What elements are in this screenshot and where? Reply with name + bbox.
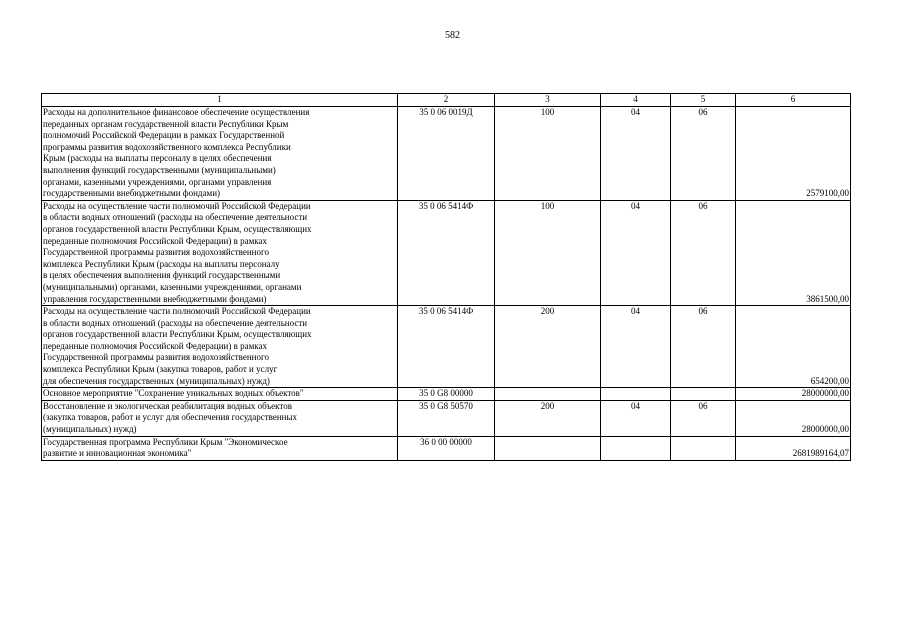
column-header: 2 [398, 94, 495, 107]
description-line: органами, казенными учреждениями, органами управления [43, 176, 272, 187]
budget-table-body [42, 94, 851, 461]
description-line: Государственной программы развития водохозяйственного [43, 247, 269, 258]
row-description [42, 200, 398, 305]
row-col4 [601, 388, 671, 401]
description-line: в целях обеспечения выполнения функций государственными [43, 270, 281, 281]
table-row [42, 436, 851, 460]
description-line: Крым (расходы на выплаты персоналу в целях обеспечения [43, 153, 272, 164]
row-col5 [671, 436, 736, 460]
description-line: (муниципальными) органами, казенными учреждениями, органами [43, 281, 302, 292]
table-row [42, 388, 851, 401]
description-line: Расходы на осуществление части полномочий Российской Федерации [43, 306, 311, 317]
row-description [42, 306, 398, 388]
description-line: в области водных отношений (расходы на обеспечение деятельности [43, 317, 308, 328]
description-line: переданные полномочия Российской Федерации) в рамках [43, 235, 267, 246]
description-line: государственными внебюджетными фондами) [43, 188, 221, 199]
row-col4 [601, 436, 671, 460]
table-header-row [42, 94, 851, 107]
row-description [42, 400, 398, 436]
row-col3: 200 [495, 306, 601, 388]
row-amount: 3861500,00 [736, 200, 851, 305]
description-line: выполнения функций государственными (муниципальными) [43, 164, 276, 175]
row-col3: 100 [495, 107, 601, 201]
table-row [42, 400, 851, 436]
description-line: в области водных отношений (расходы на обеспечение деятельности [43, 212, 308, 223]
row-description [42, 436, 398, 460]
description-line: Расходы на дополнительное финансовое обеспечение осуществления [43, 107, 310, 117]
row-code: 35 0 06 5414Ф [398, 306, 495, 388]
row-col3 [495, 388, 601, 401]
row-code: 35 0 G8 00000 [398, 388, 495, 401]
row-col4: 04 [601, 400, 671, 436]
row-col5 [671, 388, 736, 401]
row-code: 35 0 06 0019Д [398, 107, 495, 201]
description-line: переданные полномочия Российской Федерации) в рамках [43, 340, 267, 351]
description-line: органов государственной власти Республики Крым, осуществляющих [43, 223, 312, 234]
row-col5: 06 [671, 200, 736, 305]
column-header: 1 [42, 94, 398, 107]
description-line: Расходы на осуществление части полномочий Российской Федерации [43, 200, 311, 211]
description-line: комплекса Республики Крым (расходы на выплаты персоналу [43, 258, 280, 269]
row-code: 36 0 00 00000 [398, 436, 495, 460]
table-row [42, 107, 851, 201]
row-col5: 06 [671, 107, 736, 201]
row-amount: 28000000,00 [736, 400, 851, 436]
description-line: развитие и инновационная экономика" [43, 448, 192, 459]
row-code: 35 0 06 5414Ф [398, 200, 495, 305]
row-col4: 04 [601, 200, 671, 305]
description-line: (муниципальных) нужд) [43, 424, 137, 435]
row-code: 35 0 G8 50570 [398, 400, 495, 436]
description-line: Государственной программы развития водохозяйственного [43, 352, 269, 363]
table-row [42, 200, 851, 305]
column-header: 5 [671, 94, 736, 107]
description-line: (закупка товаров, работ и услуг для обеспечения государственных [43, 412, 298, 423]
description-line: переданных органам государственной власти Республики Крым [43, 118, 289, 129]
row-col5: 06 [671, 400, 736, 436]
table-row [42, 306, 851, 388]
row-col3: 200 [495, 400, 601, 436]
description-line: управления государственными внебюджетными фондами) [43, 293, 267, 304]
description-line: органов государственной власти Республики Крым, осуществляющих [43, 329, 312, 340]
description-line: Государственная программа Республики Крым "Экономическое [43, 436, 288, 447]
description-line: Восстановление и экологическая реабилитация водных объектов [43, 400, 292, 411]
row-amount: 28000000,00 [736, 388, 851, 401]
column-header: 4 [601, 94, 671, 107]
description-line: программы развития водохозяйственного комплекса Республики [43, 141, 291, 152]
row-col3 [495, 436, 601, 460]
page-number: 582 [445, 30, 460, 41]
description-line: комплекса Республики Крым (закупка товаров, работ и услуг [43, 364, 278, 375]
row-col4: 04 [601, 107, 671, 201]
description-line: для обеспечения государственных (муниципальных) нужд) [43, 375, 270, 386]
row-col5: 06 [671, 306, 736, 388]
row-col4: 04 [601, 306, 671, 388]
row-description [42, 107, 398, 201]
description-line: полномочий Российской Федерации в рамках Государственной [43, 130, 285, 141]
column-header: 6 [736, 94, 851, 107]
row-amount: 2681989164,07 [736, 436, 851, 460]
row-amount: 2579100,00 [736, 107, 851, 201]
description-line: Основное мероприятие "Сохранение уникальных водных объектов" [43, 388, 304, 399]
budget-table [41, 93, 851, 461]
column-header: 3 [495, 94, 601, 107]
row-col3: 100 [495, 200, 601, 305]
row-description [42, 388, 398, 401]
row-amount: 654200,00 [736, 306, 851, 388]
